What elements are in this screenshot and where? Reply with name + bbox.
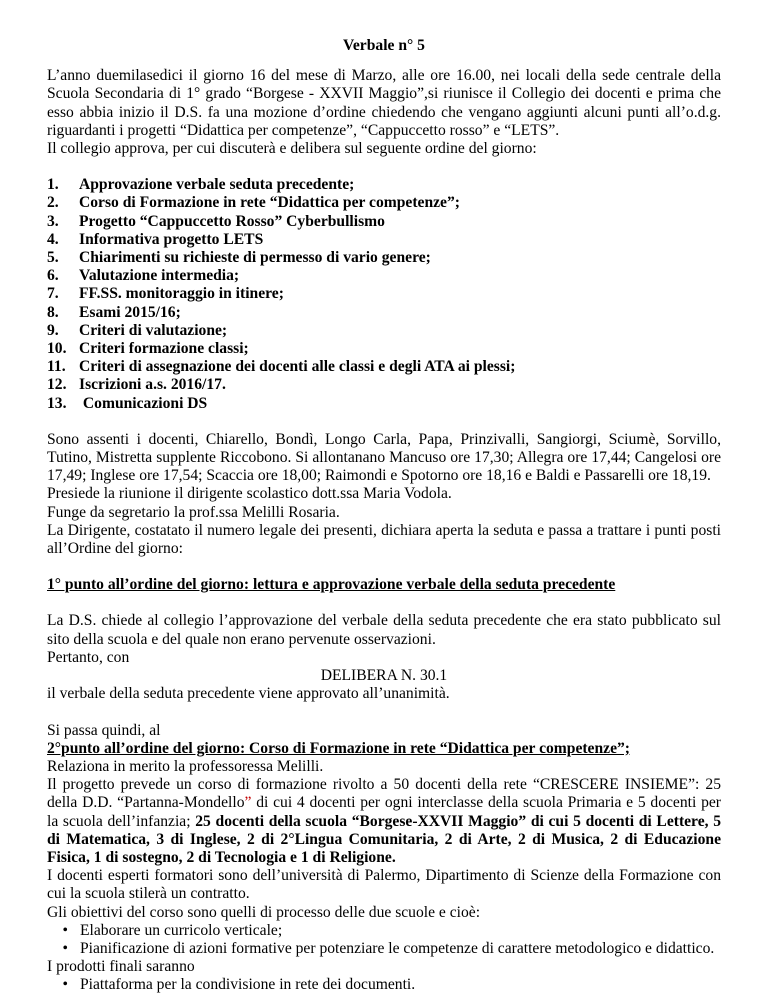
absentees-paragraph: Sono assenti i docenti, Chiarello, Bondì, Longo Carla, Papa, Prinzivalli, Sangiorgi, Sciumè, Sorvillo, Tutino, Mistretta supplente Riccobono. Si allontanano Mancuso ore 17,30; Allegra ore 17,44; Cangelosi ore 17,49; Inglese ore 17,54; Scaccia ore 18,00; Raimondi e Spotorno ore 18,16 e Baldi e Passarelli ore 18,19.: [47, 430, 721, 485]
bullet-icon: •: [62, 939, 68, 957]
bullet-icon: •: [62, 976, 68, 994]
agenda-item: 2. Corso di Formazione in rete “Didattica per competenze”;: [47, 194, 460, 212]
intro-paragraph: L’anno duemilasedici il giorno 16 del mese di Marzo, alle ore 16.00, nei locali della sede centrale della Scuola Secondaria di 1° grado “Borgese - XXVII Maggio”,si riunisce il Collegio dei docenti e prima che esso abbia inizio il D.S. fa una mozione d’ordine chiedendo che vengano aggiunti alcuni punti all’o.d.g. riguardanti i progetti “Didattica per competenze”, “Cappuccetto rosso” e “LETS”.: [47, 67, 721, 139]
list-item: • Pianificazione di azioni formative per potenziare le competenze di carattere metodologico e didattico.: [47, 940, 721, 958]
agenda-item: 4. Informativa progetto LETS: [47, 230, 264, 248]
objectives-list: [47, 922, 721, 958]
point1-outcome: il verbale della seduta precedente viene approvato all’unanimità.: [47, 685, 450, 703]
products-list: [47, 976, 721, 994]
agenda-item: 11. Criteri di assegnazione dei docenti alle classi e degli ATA ai plessi;: [47, 358, 516, 376]
point2-lead: Si passa quindi, al: [47, 721, 161, 739]
agenda-item: 7. FF.SS. monitoraggio in itinere;: [47, 285, 284, 303]
point2-description: Il progetto prevede un corso di formazione rivolto a 50 docenti della rete “CRESCERE INSIEME”: 25 della D.D. “Partanna-Mondello” di cui 4 docenti per ogni interclasse della scuola Primaria e 5 docenti per la scuola dell’infanzia; 25 docenti della scuola “Borgese-XXVII Maggio” di cui 5 docenti di Lettere, 5 di Matematica, 3 di Inglese, 2 di 2°Lingua Comunitaria, 2 di Arte, 2 di Musica, 2 di Educazione Fisica, 1 di sostegno, 2 di Tecnologia e 1 di Religione.: [47, 776, 721, 866]
secretary-line: Funge da segretario la prof.ssa Melilli Rosaria.: [47, 503, 340, 521]
delibera-number: DELIBERA N. 30.1: [320, 667, 448, 685]
agenda-item: 13. Comunicazioni DS: [47, 394, 208, 412]
bullet-icon: •: [62, 921, 68, 939]
point2-products-lead: I prodotti finali saranno: [47, 958, 195, 976]
agenda-item: 5. Chiarimenti su richieste di permesso di vario genere;: [47, 249, 431, 267]
agenda-list: [47, 176, 721, 413]
agenda-item: 10. Criteri formazione classi;: [47, 340, 249, 358]
agenda-item: 8. Esami 2015/16;: [47, 303, 181, 321]
point1-paragraph: La D.S. chiede al collegio l’approvazione del verbale della seduta precedente che era stato pubblicato sul sito della scuola e del quale non erano pervenute osservazioni.: [47, 612, 721, 648]
list-item: • Piattaforma per la condivisione in rete dei documenti.: [47, 976, 721, 994]
list-item: • Elaborare un curricolo verticale;: [47, 922, 721, 940]
opening-line: La Dirigente, costatato il numero legale dei presenti, dichiara aperta la seduta e passa a trattare i punti posti all’Ordine del giorno:: [47, 521, 721, 558]
agenda-item: 9. Criteri di valutazione;: [47, 321, 228, 339]
point2-objectives-lead: Gli obiettivi del corso sono quelli di processo delle due scuole e cioè:: [47, 903, 481, 921]
point2-speaker: Relaziona in merito la professoressa Melilli.: [47, 757, 324, 775]
intro-approval: Il collegio approva, per cui discuterà e delibera sul seguente ordine del giorno:: [47, 140, 537, 158]
point2-trainers: I docenti esperti formatori sono dell’università di Palermo, Dipartimento di Scienze della Formazione con cui la scuola stilerà un contratto.: [47, 867, 721, 903]
agenda-item: 6. Valutazione intermedia;: [47, 267, 240, 285]
document-page: [47, 37, 721, 995]
president-line: Presiede la riunione il dirigente scolastico dott.ssa Maria Vodola.: [47, 485, 452, 503]
document-title: Verbale n° 5: [343, 37, 425, 54]
point2-heading: 2°punto all’ordine del giorno: Corso di Formazione in rete “Didattica per competenze”;: [47, 739, 630, 757]
point1-heading: 1° punto all’ordine del giorno: lettura e approvazione verbale della seduta precedente: [47, 576, 616, 594]
agenda-item: 1. Approvazione verbale seduta precedente;: [47, 176, 355, 194]
quote-mark: ”: [244, 794, 252, 812]
agenda-item: 12. Iscrizioni a.s. 2016/17.: [47, 376, 226, 394]
agenda-item: 3. Progetto “Cappuccetto Rosso” Cyberbullismo: [47, 212, 385, 230]
point1-therefore: Pertanto, con: [47, 648, 130, 666]
